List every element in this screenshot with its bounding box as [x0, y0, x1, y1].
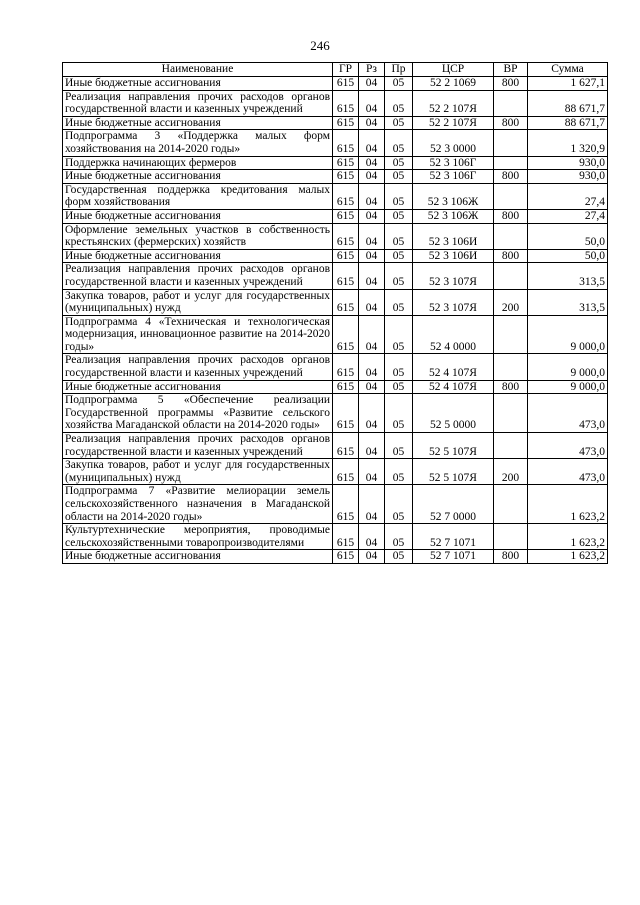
table-row — [63, 223, 608, 249]
cell-csr: 52 3 106Ж — [413, 209, 494, 223]
cell-name: Подпрограмма 3 «Поддержка малых форм хозяйствования на 2014-2020 годы» — [63, 130, 333, 156]
cell-sum: 9 000,0 — [528, 315, 608, 354]
cell-sum: 930,0 — [528, 170, 608, 184]
table-row — [63, 380, 608, 394]
cell-name: Иные бюджетные ассигнования — [63, 116, 333, 130]
table-row — [63, 354, 608, 380]
page-number: 246 — [310, 38, 330, 53]
cell-gr: 615 — [333, 209, 359, 223]
cell-rz: 04 — [359, 116, 385, 130]
cell-rz: 04 — [359, 459, 385, 485]
cell-pr: 05 — [385, 263, 413, 289]
cell-pr: 05 — [385, 459, 413, 485]
cell-rz: 04 — [359, 289, 385, 315]
cell-pr: 05 — [385, 315, 413, 354]
cell-gr: 615 — [333, 459, 359, 485]
table-row — [63, 183, 608, 209]
table-header-row — [63, 63, 608, 77]
cell-pr: 05 — [385, 90, 413, 116]
table-row — [63, 170, 608, 184]
cell-vr: 800 — [494, 77, 528, 91]
column-header-rz: Рз — [359, 63, 385, 77]
cell-gr: 615 — [333, 170, 359, 184]
cell-rz: 04 — [359, 354, 385, 380]
cell-rz: 04 — [359, 263, 385, 289]
cell-rz: 04 — [359, 524, 385, 550]
cell-vr — [494, 485, 528, 524]
cell-pr: 05 — [385, 550, 413, 564]
cell-sum: 313,5 — [528, 263, 608, 289]
cell-sum: 313,5 — [528, 289, 608, 315]
cell-rz: 04 — [359, 433, 385, 459]
cell-sum: 9 000,0 — [528, 380, 608, 394]
cell-gr: 615 — [333, 130, 359, 156]
cell-vr: 800 — [494, 170, 528, 184]
cell-rz: 04 — [359, 315, 385, 354]
cell-name: Закупка товаров, работ и услуг для государственных (муниципальных) нужд — [63, 289, 333, 315]
cell-sum: 1 627,1 — [528, 77, 608, 91]
cell-sum: 930,0 — [528, 156, 608, 170]
cell-rz: 04 — [359, 209, 385, 223]
cell-sum: 473,0 — [528, 394, 608, 433]
cell-sum: 473,0 — [528, 433, 608, 459]
cell-rz: 04 — [359, 485, 385, 524]
cell-gr: 615 — [333, 183, 359, 209]
cell-vr — [494, 263, 528, 289]
cell-csr: 52 3 107Я — [413, 289, 494, 315]
cell-pr: 05 — [385, 380, 413, 394]
cell-pr: 05 — [385, 209, 413, 223]
cell-rz: 04 — [359, 223, 385, 249]
cell-sum: 1 320,9 — [528, 130, 608, 156]
cell-pr: 05 — [385, 77, 413, 91]
cell-gr: 615 — [333, 380, 359, 394]
cell-rz: 04 — [359, 130, 385, 156]
table-row — [63, 433, 608, 459]
cell-sum: 27,4 — [528, 209, 608, 223]
cell-name: Оформление земельных участков в собственность крестьянских (фермерских) хозяйств — [63, 223, 333, 249]
table-row — [63, 394, 608, 433]
cell-rz: 04 — [359, 394, 385, 433]
cell-vr — [494, 354, 528, 380]
cell-rz: 04 — [359, 90, 385, 116]
cell-name: Подпрограмма 7 «Развитие мелиорации земель сельскохозяйственного назначения в Магаданской области на 2014-2020 годы» — [63, 485, 333, 524]
table-row — [63, 116, 608, 130]
cell-vr — [494, 315, 528, 354]
column-header-gr: ГР — [333, 63, 359, 77]
cell-vr: 800 — [494, 380, 528, 394]
cell-sum: 27,4 — [528, 183, 608, 209]
cell-rz: 04 — [359, 550, 385, 564]
cell-csr: 52 5 0000 — [413, 394, 494, 433]
budget-table — [62, 62, 608, 564]
cell-name: Государственная поддержка кредитования малых форм хозяйствования — [63, 183, 333, 209]
cell-pr: 05 — [385, 183, 413, 209]
cell-pr: 05 — [385, 170, 413, 184]
cell-csr: 52 3 107Я — [413, 263, 494, 289]
cell-rz: 04 — [359, 249, 385, 263]
cell-csr: 52 7 0000 — [413, 485, 494, 524]
cell-vr: 800 — [494, 249, 528, 263]
table-row — [63, 289, 608, 315]
cell-vr — [494, 394, 528, 433]
cell-name: Реализация направления прочих расходов органов государственной власти и казенных учреждений — [63, 354, 333, 380]
table-row — [63, 156, 608, 170]
cell-rz: 04 — [359, 156, 385, 170]
cell-vr — [494, 524, 528, 550]
cell-sum: 50,0 — [528, 249, 608, 263]
cell-gr: 615 — [333, 156, 359, 170]
cell-sum: 9 000,0 — [528, 354, 608, 380]
cell-gr: 615 — [333, 485, 359, 524]
table-row — [63, 524, 608, 550]
cell-name: Подпрограмма 5 «Обеспечение реализации Государственной программы «Развитие сельского хозяйства Магаданской области на 2014-2020 годы» — [63, 394, 333, 433]
cell-gr: 615 — [333, 394, 359, 433]
cell-pr: 05 — [385, 433, 413, 459]
cell-csr: 52 7 1071 — [413, 550, 494, 564]
cell-csr: 52 3 0000 — [413, 130, 494, 156]
cell-vr — [494, 156, 528, 170]
cell-csr: 52 3 106Ж — [413, 183, 494, 209]
cell-vr — [494, 223, 528, 249]
table-row — [63, 459, 608, 485]
column-header-sum: Сумма — [528, 63, 608, 77]
cell-vr — [494, 433, 528, 459]
cell-name: Иные бюджетные ассигнования — [63, 209, 333, 223]
cell-sum: 473,0 — [528, 459, 608, 485]
cell-vr: 800 — [494, 550, 528, 564]
table-row — [63, 263, 608, 289]
cell-sum: 88 671,7 — [528, 116, 608, 130]
cell-sum: 50,0 — [528, 223, 608, 249]
cell-pr: 05 — [385, 354, 413, 380]
cell-vr: 800 — [494, 209, 528, 223]
table-row — [63, 209, 608, 223]
cell-csr: 52 3 106Г — [413, 170, 494, 184]
table-row — [63, 130, 608, 156]
cell-gr: 615 — [333, 223, 359, 249]
cell-gr: 615 — [333, 550, 359, 564]
cell-name: Иные бюджетные ассигнования — [63, 550, 333, 564]
column-header-name: Наименование — [63, 63, 333, 77]
table-row — [63, 77, 608, 91]
cell-name: Поддержка начинающих фермеров — [63, 156, 333, 170]
cell-sum: 1 623,2 — [528, 524, 608, 550]
cell-gr: 615 — [333, 524, 359, 550]
cell-pr: 05 — [385, 524, 413, 550]
cell-gr: 615 — [333, 116, 359, 130]
cell-name: Реализация направления прочих расходов органов государственной власти и казенных учреждений — [63, 433, 333, 459]
cell-name: Культуртехнические мероприятия, проводимые сельскохозяйственными товаропроизводителями — [63, 524, 333, 550]
cell-rz: 04 — [359, 77, 385, 91]
cell-csr: 52 5 107Я — [413, 459, 494, 485]
cell-vr: 200 — [494, 459, 528, 485]
cell-csr: 52 3 106И — [413, 223, 494, 249]
cell-vr — [494, 183, 528, 209]
cell-vr: 800 — [494, 116, 528, 130]
cell-csr: 52 7 1071 — [413, 524, 494, 550]
cell-vr — [494, 90, 528, 116]
cell-gr: 615 — [333, 433, 359, 459]
cell-vr: 200 — [494, 289, 528, 315]
column-header-csr: ЦСР — [413, 63, 494, 77]
cell-name: Иные бюджетные ассигнования — [63, 380, 333, 394]
cell-gr: 615 — [333, 77, 359, 91]
cell-csr: 52 2 107Я — [413, 116, 494, 130]
cell-csr: 52 2 1069 — [413, 77, 494, 91]
cell-name: Подпрограмма 4 «Техническая и технологическая модернизация, инновационное развитие на 2014-2020 годы» — [63, 315, 333, 354]
column-header-pr: Пр — [385, 63, 413, 77]
cell-sum: 88 671,7 — [528, 90, 608, 116]
cell-gr: 615 — [333, 289, 359, 315]
cell-csr: 52 4 107Я — [413, 354, 494, 380]
cell-pr: 05 — [385, 289, 413, 315]
cell-rz: 04 — [359, 380, 385, 394]
cell-pr: 05 — [385, 223, 413, 249]
cell-vr — [494, 130, 528, 156]
cell-csr: 52 4 0000 — [413, 315, 494, 354]
cell-pr: 05 — [385, 394, 413, 433]
cell-pr: 05 — [385, 130, 413, 156]
cell-csr: 52 2 107Я — [413, 90, 494, 116]
table-row — [63, 550, 608, 564]
cell-name: Реализация направления прочих расходов органов государственной власти и казенных учреждений — [63, 90, 333, 116]
cell-pr: 05 — [385, 156, 413, 170]
cell-pr: 05 — [385, 249, 413, 263]
table-row — [63, 485, 608, 524]
cell-csr: 52 5 107Я — [413, 433, 494, 459]
cell-csr: 52 4 107Я — [413, 380, 494, 394]
table-row — [63, 90, 608, 116]
cell-name: Иные бюджетные ассигнования — [63, 170, 333, 184]
cell-gr: 615 — [333, 90, 359, 116]
table-row — [63, 249, 608, 263]
cell-gr: 615 — [333, 249, 359, 263]
cell-name: Закупка товаров, работ и услуг для государственных (муниципальных) нужд — [63, 459, 333, 485]
cell-csr: 52 3 106Г — [413, 156, 494, 170]
cell-name: Иные бюджетные ассигнования — [63, 249, 333, 263]
cell-pr: 05 — [385, 485, 413, 524]
cell-pr: 05 — [385, 116, 413, 130]
cell-name: Иные бюджетные ассигнования — [63, 77, 333, 91]
column-header-vr: ВР — [494, 63, 528, 77]
table-row — [63, 315, 608, 354]
cell-gr: 615 — [333, 354, 359, 380]
cell-name: Реализация направления прочих расходов органов государственной власти и казенных учреждений — [63, 263, 333, 289]
cell-gr: 615 — [333, 263, 359, 289]
cell-rz: 04 — [359, 183, 385, 209]
cell-rz: 04 — [359, 170, 385, 184]
cell-sum: 1 623,2 — [528, 485, 608, 524]
cell-csr: 52 3 106И — [413, 249, 494, 263]
cell-sum: 1 623,2 — [528, 550, 608, 564]
cell-gr: 615 — [333, 315, 359, 354]
